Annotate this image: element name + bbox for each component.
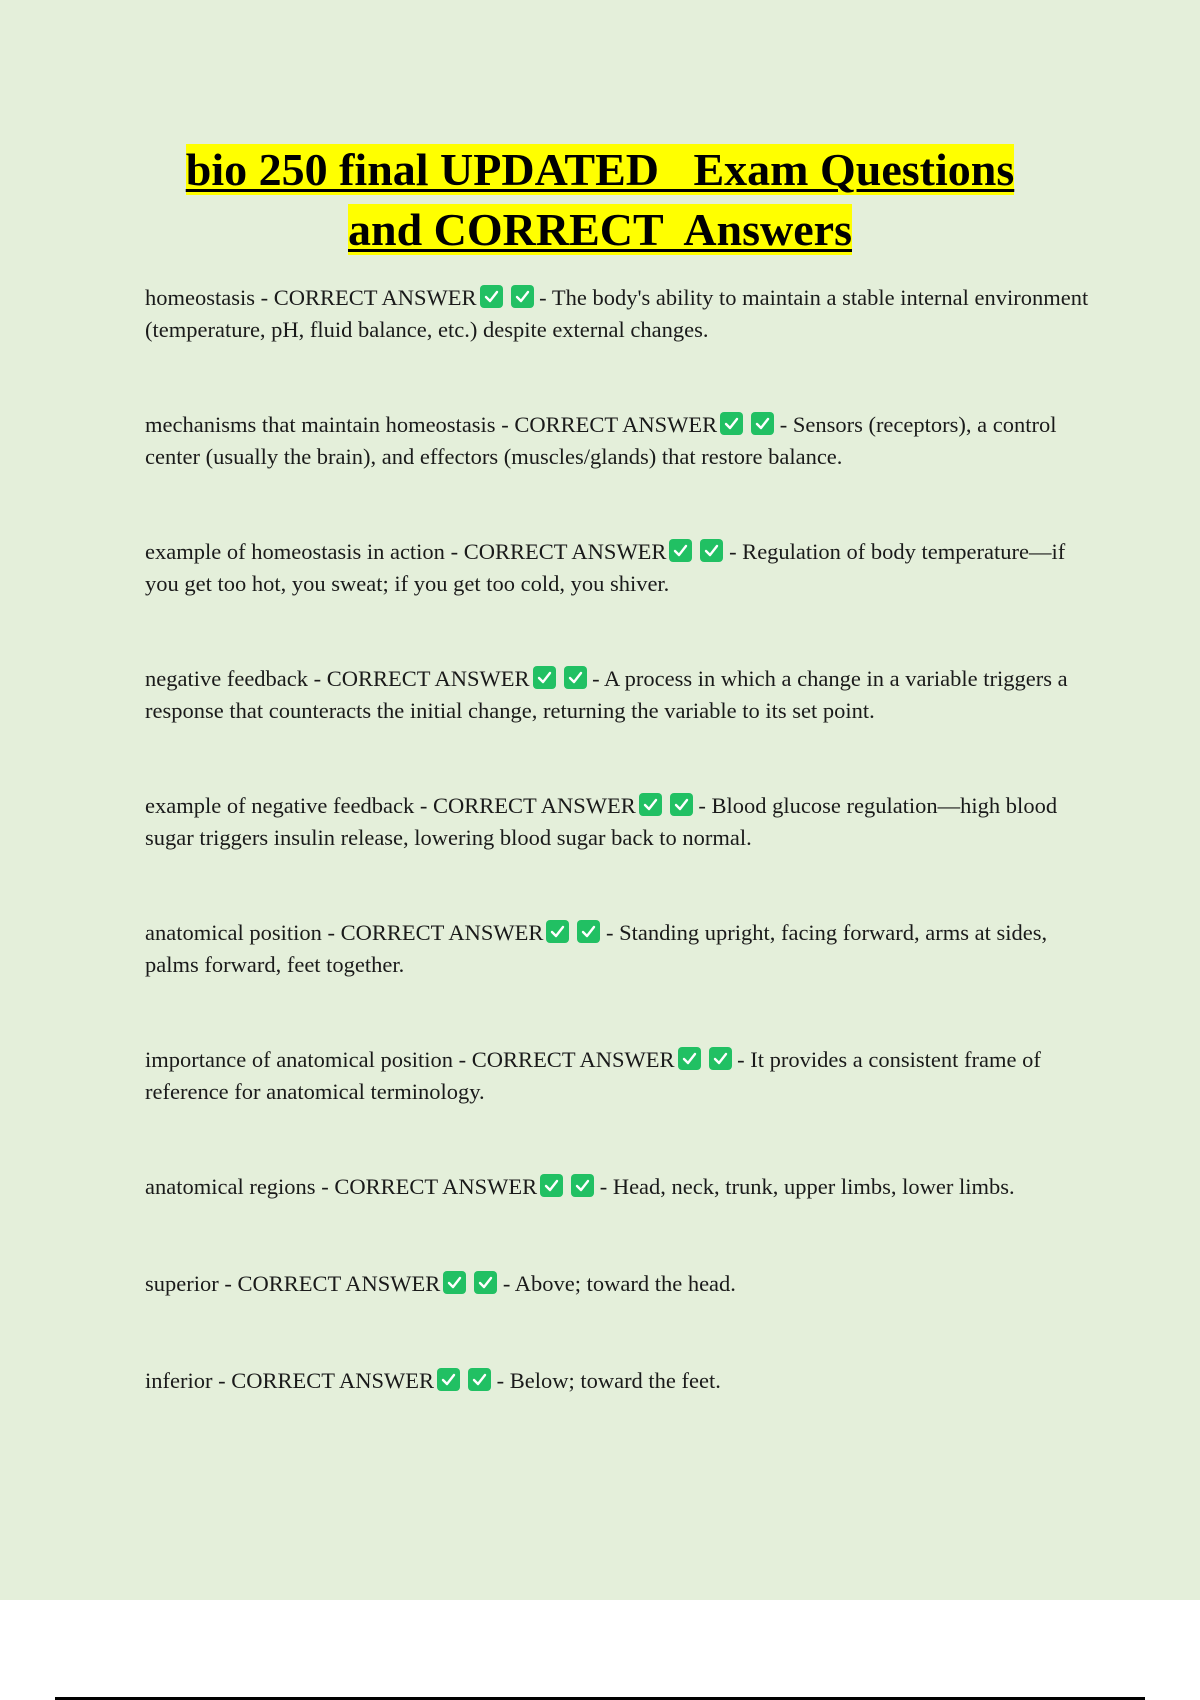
entry-answer: - A process in which a change in a variable triggers a response that counteracts the initial change, returning the variable to its set point. [145, 666, 1068, 723]
qa-entry: superior - CORRECT ANSWER - Above; toward the head. [145, 1271, 736, 1296]
green-check-mark-icon [437, 1368, 460, 1391]
entry-term: anatomical regions [145, 1174, 316, 1199]
green-check-mark-icon [669, 539, 692, 562]
green-check-mark-icon [700, 539, 723, 562]
entry-term: mechanisms that maintain homeostasis [145, 412, 496, 437]
entry-term: importance of anatomical position [145, 1047, 454, 1072]
entry-label: CORRECT ANSWER [231, 1368, 434, 1393]
green-check-mark-icon [511, 285, 534, 308]
green-check-mark-icon [443, 1271, 466, 1294]
qa-entry: importance of anatomical position - CORRECT ANSWER - It provides a consistent frame of reference for anatomical terminology. [145, 1047, 1041, 1104]
entry-answer: - Standing upright, facing forward, arms at sides, palms forward, feet together. [145, 920, 1048, 977]
entry-term: example of negative feedback [145, 793, 415, 818]
green-check-mark-icon [639, 793, 662, 816]
qa-entry: mechanisms that maintain homeostasis - CORRECT ANSWER - Sensors (receptors), a control center (usually the brain), and effectors (muscles/glands) that restore balance. [145, 412, 1057, 469]
entry-answer: - Below; toward the feet. [496, 1368, 721, 1393]
green-check-mark-icon [670, 793, 693, 816]
green-check-mark-icon [480, 285, 503, 308]
green-check-mark-icon [577, 920, 600, 943]
qa-entry: anatomical regions - CORRECT ANSWER - Head, neck, trunk, upper limbs, lower limbs. [145, 1174, 1015, 1199]
qa-entry: example of homeostasis in action - CORRECT ANSWER - Regulation of body temperature—if you get too hot, you sweat; if you get too cold, you shiver. [145, 539, 1066, 596]
entry-label: CORRECT ANSWER [463, 539, 667, 564]
green-check-mark-icon [571, 1174, 594, 1197]
entry-term: negative feedback [145, 666, 309, 691]
entry-label: CORRECT ANSWER [273, 285, 477, 310]
entry-answer: - It provides a consistent frame of reference for anatomical terminology. [145, 1047, 1041, 1104]
green-check-mark-icon [720, 412, 743, 435]
entry-term: anatomical position [145, 920, 322, 945]
entry-term: example of homeostasis in action [145, 539, 445, 564]
green-check-mark-icon [564, 666, 587, 689]
green-check-mark-icon [678, 1047, 701, 1070]
green-check-mark-icon [540, 1174, 563, 1197]
document-title [0, 140, 1200, 260]
green-check-mark-icon [546, 920, 569, 943]
entry-answer: - Regulation of body temperature—if you get too hot, you sweat; if you get too cold, you shiver. [145, 539, 1066, 596]
entry-label: CORRECT ANSWER [326, 666, 530, 691]
entry-label: CORRECT ANSWER [334, 1174, 538, 1199]
qa-entry: homeostasis - CORRECT ANSWER - The body's ability to maintain a stable internal environment (temperature, pH, fluid balance, etc.) despite external changes. [145, 285, 1089, 342]
green-check-mark-icon [751, 412, 774, 435]
entry-label: CORRECT ANSWER [340, 920, 544, 945]
green-check-mark-icon [468, 1368, 491, 1391]
qa-entry: anatomical position - CORRECT ANSWER - Standing upright, facing forward, arms at sides, palms forward, feet together. [145, 920, 1048, 977]
entry-label: CORRECT ANSWER [432, 793, 636, 818]
entry-answer: - The body's ability to maintain a stable internal environment (temperature, pH, fluid balance, etc.) despite external changes. [145, 285, 1089, 342]
entry-answer: - Head, neck, trunk, upper limbs, lower limbs. [599, 1174, 1015, 1199]
qa-entry: example of negative feedback - CORRECT ANSWER - Blood glucose regulation—high blood sugar triggers insulin release, lowering blood sugar back to normal. [145, 793, 1058, 850]
entry-term: inferior [145, 1368, 213, 1393]
entry-term: homeostasis [145, 285, 255, 310]
title-line-2: and CORRECT Answers [348, 204, 852, 255]
qa-entry: inferior - CORRECT ANSWER - Below; toward the feet. [145, 1368, 721, 1393]
entry-answer: - Blood glucose regulation—high blood sugar triggers insulin release, lowering blood sugar back to normal. [145, 793, 1058, 850]
qa-entry: negative feedback - CORRECT ANSWER - A process in which a change in a variable triggers a response that counteracts the initial change, returning the variable to its set point. [145, 666, 1068, 723]
entry-label: CORRECT ANSWER [514, 412, 718, 437]
green-check-mark-icon [533, 666, 556, 689]
entry-answer: - Above; toward the head. [502, 1271, 736, 1296]
green-check-mark-icon [709, 1047, 732, 1070]
qa-list [145, 282, 1095, 1462]
entry-answer: - Sensors (receptors), a control center (usually the brain), and effectors (muscles/glands) that restore balance. [145, 412, 1057, 469]
title-line-1: bio 250 final UPDATED Exam Questions [185, 144, 1015, 195]
entry-label: CORRECT ANSWER [237, 1271, 441, 1296]
entry-label: CORRECT ANSWER [471, 1047, 675, 1072]
green-check-mark-icon [474, 1271, 497, 1294]
entry-term: superior [145, 1271, 219, 1296]
